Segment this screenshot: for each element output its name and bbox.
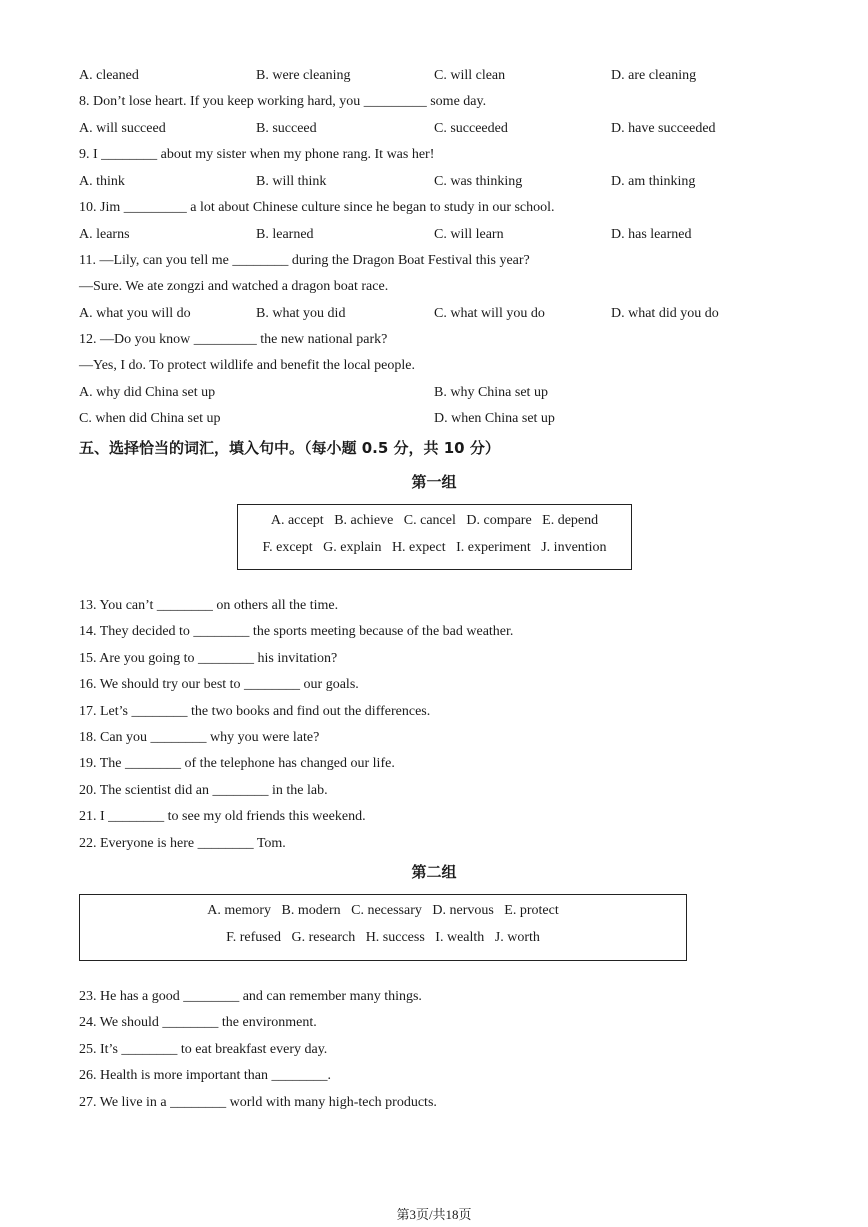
q11-option-a: A. what you will do	[79, 306, 191, 321]
q12-option-a: A. why did China set up	[79, 385, 216, 400]
q8-option-c: C. succeeded	[434, 121, 508, 136]
q12-option-d: D. when China set up	[434, 411, 555, 426]
q17-text: 17. Let’s ________ the two books and find out the differences.	[79, 704, 431, 719]
group-2-title: 第二组	[411, 863, 457, 881]
q9-option-b: B. will think	[256, 174, 327, 189]
section-5-heading: 五、选择恰当的词汇，填入句中。（每小题 0.5 分，共 10 分）	[79, 439, 500, 457]
q9-option-d: D. am thinking	[611, 174, 696, 189]
q7-option-c: C. will clean	[434, 68, 506, 83]
q9-text: 9. I ________ about my sister when my phone rang. It was her!	[79, 147, 435, 162]
q11-option-b: B. what you did	[256, 306, 346, 321]
q8-text: 8. Don’t lose heart. If you keep working hard, you _________ some day.	[79, 94, 487, 109]
group-1-word-box	[237, 504, 632, 570]
q10-text: 10. Jim _________ a lot about Chinese culture since he began to study in our school.	[79, 200, 555, 215]
group-2-word-row-1: A. memory B. modern C. necessary D. nervous E. protect	[207, 903, 559, 918]
q8-options	[79, 120, 799, 138]
q26-text: 26. Health is more important than ________.	[79, 1068, 331, 1083]
q10-option-b: B. learned	[256, 227, 314, 242]
q10-option-a: A. learns	[79, 227, 130, 242]
q7-options	[79, 67, 799, 85]
group-1-title: 第一组	[411, 473, 457, 491]
q8-option-d: D. have succeeded	[611, 121, 716, 136]
q7-option-d: D. are cleaning	[611, 68, 697, 83]
q10-options	[79, 226, 799, 244]
q8-option-a: A. will succeed	[79, 121, 166, 136]
q16-text: 16. We should try our best to ________ our goals.	[79, 677, 359, 692]
q12-text: 12. —Do you know _________ the new national park?	[79, 332, 388, 347]
q12-reply: —Yes, I do. To protect wildlife and benefit the local people.	[79, 358, 415, 373]
q27-text: 27. We live in a ________ world with many high-tech products.	[79, 1095, 437, 1110]
q11-text: 11. —Lily, can you tell me ________ during the Dragon Boat Festival this year?	[79, 253, 530, 268]
q9-option-a: A. think	[79, 174, 125, 189]
q10-option-c: C. will learn	[434, 227, 504, 242]
q12-options-row2	[79, 410, 799, 428]
group-1-word-row-1: A. accept B. achieve C. cancel D. compare E. depend	[270, 513, 599, 528]
group-2-word-box	[79, 894, 687, 961]
q11-options	[79, 305, 799, 323]
q12-options-row1	[79, 384, 799, 402]
q19-text: 19. The ________ of the telephone has changed our life.	[79, 756, 395, 771]
q24-text: 24. We should ________ the environment.	[79, 1015, 317, 1030]
q18-text: 18. Can you ________ why you were late?	[79, 730, 320, 745]
q7-option-a: A. cleaned	[79, 68, 139, 83]
q8-option-b: B. succeed	[256, 121, 317, 136]
group-1-word-row-2: F. except G. explain H. expect I. experiment J. invention	[262, 540, 607, 555]
q13-text: 13. You can’t ________ on others all the time.	[79, 598, 339, 613]
q22-text: 22. Everyone is here ________ Tom.	[79, 836, 286, 851]
group-2-word-row-2: F. refused G. research H. success I. wealth J. worth	[226, 930, 540, 945]
q11-option-d: D. what did you do	[611, 306, 719, 321]
q11-option-c: C. what will you do	[434, 306, 545, 321]
q12-option-b: B. why China set up	[434, 385, 548, 400]
q25-text: 25. It’s ________ to eat breakfast every day.	[79, 1042, 328, 1057]
q7-option-b: B. were cleaning	[256, 68, 351, 83]
q21-text: 21. I ________ to see my old friends this weekend.	[79, 809, 366, 824]
q12-option-c: C. when did China set up	[79, 411, 221, 426]
q9-option-c: C. was thinking	[434, 174, 523, 189]
q11-reply: —Sure. We ate zongzi and watched a dragon boat race.	[79, 279, 389, 294]
q14-text: 14. They decided to ________ the sports meeting because of the bad weather.	[79, 624, 514, 639]
page-number-footer: 第3页/共18页	[396, 1207, 472, 1222]
q23-text: 23. He has a good ________ and can remember many things.	[79, 989, 422, 1004]
q20-text: 20. The scientist did an ________ in the lab.	[79, 783, 328, 798]
q9-options	[79, 173, 799, 191]
q10-option-d: D. has learned	[611, 227, 692, 242]
q15-text: 15. Are you going to ________ his invitation?	[79, 651, 338, 666]
